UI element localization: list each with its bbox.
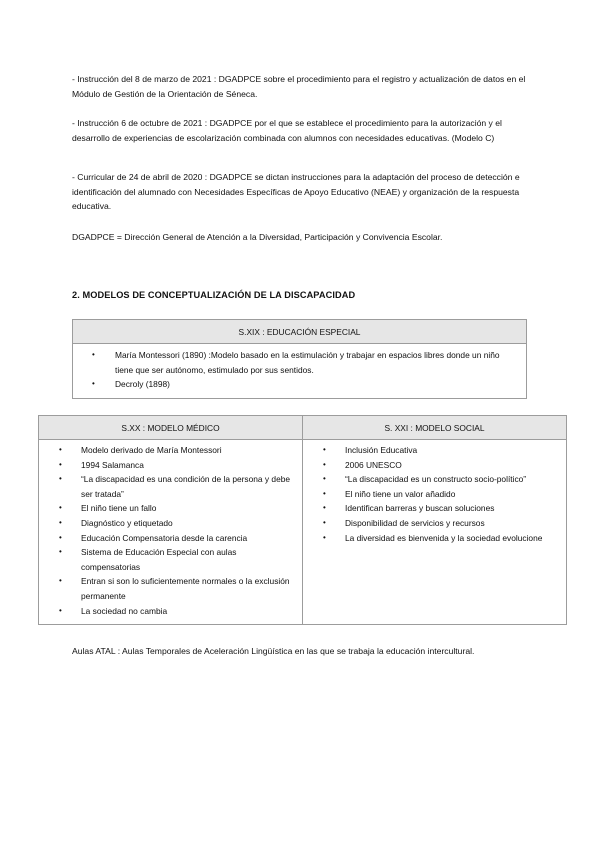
list-item: • Sistema de Educación Especial con aulas compensatorias (81, 545, 294, 574)
instruction-paragraph-1: - Instrucción del 8 de marzo de 2021 : DGADPCE sobre el procedimiento para el registro y actualización de datos en el Módulo de Gestión de la Orientación de Séneca. (72, 74, 526, 99)
instruction-paragraph-3: - Curricular de 24 de abril de 2020 : DGADPCE se dictan instrucciones para la adaptación del proceso de detección e identificación del alumnado con Necesidades Específicas de Apoyo Educativo (NEAE) y organización de la respuesta educativa. (72, 172, 520, 212)
list-item: • Decroly (1898) (115, 377, 516, 392)
instruction-paragraph-2: - Instrucción 6 de octubre de 2021 : DGADPCE por el que se establece el procedimiento para la autorización y el desarrollo de experiencias de escolarización combinada con alumnos con necesidades educativas. (Modelo C) (72, 118, 502, 143)
list-item: • “La discapacidad es un constructo socio-político” (345, 472, 558, 487)
list-item: • María Montessori (1890) :Modelo basado en la estimulación y trabajar en espacios libres donde un niño tiene que ser autónomo, estimulado por sus sentidos. (115, 348, 516, 377)
list-item: • El niño tiene un valor añadido (345, 487, 558, 502)
education-special-table (72, 319, 527, 399)
list-item: • 1994 Salamanca (81, 458, 294, 473)
list-item: • Identifican barreras y buscan soluciones (345, 501, 558, 516)
list-item: • Diagnóstico y etiquetado (81, 516, 294, 531)
bullet-list-xix (73, 344, 526, 398)
models-comparison-table (38, 415, 567, 625)
list-item: • La diversidad es bienvenida y la sociedad evolucione (345, 531, 558, 546)
bullet-list-medical-model (39, 440, 302, 624)
bullet-list-social-model (303, 440, 566, 551)
list-item: • Educación Compensatoria desde la carencia (81, 531, 294, 546)
list-item: • El niño tiene un fallo (81, 501, 294, 516)
list-item: • “La discapacidad es una condición de la persona y debe ser tratada” (81, 472, 294, 501)
footer-note: Aulas ATAL : Aulas Temporales de Aceleración Lingüística en las que se trabaja la educación intercultural. (72, 646, 475, 656)
table-cell-xix (73, 344, 527, 399)
list-item: • Disponibilidad de servicios y recursos (345, 516, 558, 531)
table-header-medical-model: S.XX : MODELO MÉDICO (39, 416, 303, 440)
section-heading: 2. MODELOS DE CONCEPTUALIZACIÓN DE LA DISCAPACIDAD (72, 290, 356, 300)
list-item: • La sociedad no cambia (81, 604, 294, 619)
list-item: • Modelo derivado de María Montessori (81, 443, 294, 458)
list-item: • Inclusión Educativa (345, 443, 558, 458)
table-header-xix: S.XIX : EDUCACIÓN ESPECIAL (73, 320, 527, 344)
table-cell-social-model (303, 440, 567, 625)
list-item: • 2006 UNESCO (345, 458, 558, 473)
table-header-social-model: S. XXI : MODELO SOCIAL (303, 416, 567, 440)
list-item: • Entran si son lo suficientemente normales o la exclusión permanente (81, 574, 294, 603)
table-cell-medical-model (39, 440, 303, 625)
acronym-definition: DGADPCE = Dirección General de Atención a la Diversidad, Participación y Convivencia Escolar. (72, 232, 443, 242)
